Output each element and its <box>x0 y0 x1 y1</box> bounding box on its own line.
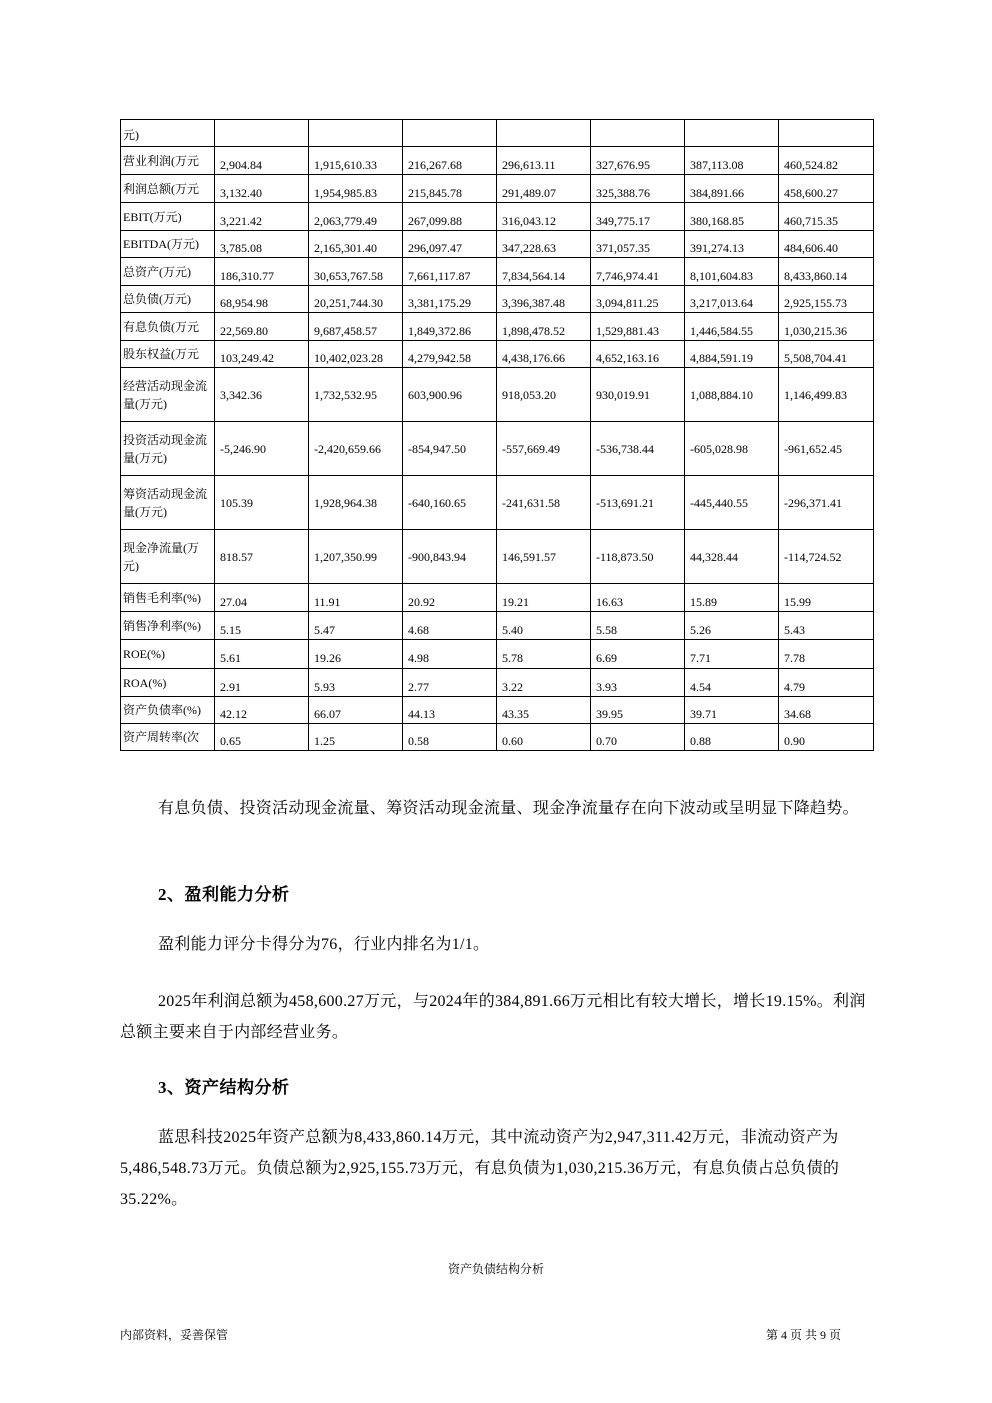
table-cell: 4.98 <box>403 640 497 669</box>
table-row <box>121 724 874 751</box>
table-cell: 5.58 <box>591 612 685 640</box>
table-row <box>121 368 874 422</box>
row-label: 利润总额(万元 <box>121 175 215 203</box>
table-cell: 4,884,591.19 <box>685 341 779 368</box>
table-row <box>121 476 874 530</box>
table-cell: -513,691.21 <box>591 476 685 530</box>
table-cell <box>215 120 309 147</box>
row-label: 筹资活动现金流量(万元) <box>121 476 215 530</box>
table-cell: 267,099.88 <box>403 203 497 231</box>
table-cell: 0.60 <box>497 724 591 751</box>
financial-table-body <box>121 120 874 751</box>
table-cell: 10,402,023.28 <box>309 341 403 368</box>
table-cell: 44,328.44 <box>685 530 779 584</box>
table-cell: 384,891.66 <box>685 175 779 203</box>
table-row <box>121 203 874 231</box>
table-cell: 8,433,860.14 <box>779 258 874 286</box>
table-cell: 30,653,767.58 <box>309 258 403 286</box>
table-cell <box>497 120 591 147</box>
table-cell: 1,030,215.36 <box>779 313 874 341</box>
table-row <box>121 530 874 584</box>
row-label: 总负债(万元) <box>121 286 215 313</box>
table-cell: 484,606.40 <box>779 231 874 258</box>
row-label: 有息负债(万元 <box>121 313 215 341</box>
table-row <box>121 584 874 612</box>
financial-table <box>120 119 874 751</box>
footer-confidential-note: 内部资料，妥善保管 <box>120 1328 229 1342</box>
table-cell: 1,446,584.55 <box>685 313 779 341</box>
table-cell: 1,529,881.43 <box>591 313 685 341</box>
table-row <box>121 120 874 147</box>
table-cell: 68,954.98 <box>215 286 309 313</box>
table-cell: 3,381,175.29 <box>403 286 497 313</box>
table-cell: 327,676.95 <box>591 147 685 175</box>
table-row <box>121 231 874 258</box>
row-label: 资产周转率(次 <box>121 724 215 751</box>
table-cell: 27.04 <box>215 584 309 612</box>
table-cell: 380,168.85 <box>685 203 779 231</box>
table-cell: 7.71 <box>685 640 779 669</box>
table-cell: 1.25 <box>309 724 403 751</box>
table-cell: 1,915,610.33 <box>309 147 403 175</box>
table-row <box>121 669 874 697</box>
row-label: EBIT(万元) <box>121 203 215 231</box>
table-cell <box>591 120 685 147</box>
row-label: 经营活动现金流量(万元) <box>121 368 215 422</box>
profitability-score-text: 盈利能力评分卡得分为76，行业内排名为1/1。 <box>158 936 490 953</box>
footer-page-number: 第 4 页 共 9 页 <box>766 1328 842 1342</box>
table-cell: 1,088,884.10 <box>685 368 779 422</box>
table-cell: 3,221.42 <box>215 203 309 231</box>
profit-text: 2025年利润总额为458,600.27万元，与2024年的384,891.66万元相比有较大增长，增长19.15%。利润总额主要来自于内部经营业务。 <box>120 993 866 1041</box>
table-cell: 2,165,301.40 <box>309 231 403 258</box>
trend-text: 有息负债、投资活动现金流量、筹资活动现金流量、现金净流量存在向下波动或呈明显下降趋势。 <box>158 800 859 817</box>
table-cell: 7.78 <box>779 640 874 669</box>
table-cell: -118,873.50 <box>591 530 685 584</box>
table-cell <box>779 120 874 147</box>
table-cell: 316,043.12 <box>497 203 591 231</box>
table-cell: 1,732,532.95 <box>309 368 403 422</box>
table-cell: 5.47 <box>309 612 403 640</box>
row-label: 销售毛利率(%) <box>121 584 215 612</box>
table-row <box>121 313 874 341</box>
table-cell: 4.68 <box>403 612 497 640</box>
table-cell: -961,652.45 <box>779 422 874 476</box>
table-cell: 34.68 <box>779 697 874 724</box>
table-cell: 291,489.07 <box>497 175 591 203</box>
table-cell: 2,904.84 <box>215 147 309 175</box>
trend-paragraph <box>120 793 880 824</box>
table-cell: 347,228.63 <box>497 231 591 258</box>
table-cell: 4.79 <box>779 669 874 697</box>
table-cell: 39.95 <box>591 697 685 724</box>
table-row <box>121 341 874 368</box>
table-cell: 6.69 <box>591 640 685 669</box>
table-cell: 1,849,372.86 <box>403 313 497 341</box>
table-cell: 2.91 <box>215 669 309 697</box>
table-cell: 9,687,458.57 <box>309 313 403 341</box>
table-cell: 66.07 <box>309 697 403 724</box>
table-cell: 20.92 <box>403 584 497 612</box>
table-cell: 146,591.57 <box>497 530 591 584</box>
table-cell: 7,746,974.41 <box>591 258 685 286</box>
table-cell: 42.12 <box>215 697 309 724</box>
row-label: 总资产(万元) <box>121 258 215 286</box>
table-cell: -241,631.58 <box>497 476 591 530</box>
table-cell: 387,113.08 <box>685 147 779 175</box>
table-cell: 3.93 <box>591 669 685 697</box>
table-cell: 15.89 <box>685 584 779 612</box>
table-row <box>121 640 874 669</box>
chart-caption: 资产负债结构分析 <box>447 1262 544 1276</box>
table-cell: 3,396,387.48 <box>497 286 591 313</box>
table-cell: 4,279,942.58 <box>403 341 497 368</box>
table-cell: 371,057.35 <box>591 231 685 258</box>
table-cell: 3,132.40 <box>215 175 309 203</box>
table-cell: -2,420,659.66 <box>309 422 403 476</box>
table-cell: 39.71 <box>685 697 779 724</box>
row-label: ROA(%) <box>121 669 215 697</box>
table-cell: 15.99 <box>779 584 874 612</box>
table-cell: 460,524.82 <box>779 147 874 175</box>
table-cell: 5.61 <box>215 640 309 669</box>
table-row <box>121 422 874 476</box>
table-cell: 19.26 <box>309 640 403 669</box>
table-cell: 349,775.17 <box>591 203 685 231</box>
row-label: EBITDA(万元) <box>121 231 215 258</box>
table-cell: 44.13 <box>403 697 497 724</box>
table-row <box>121 697 874 724</box>
table-row <box>121 286 874 313</box>
table-cell: 296,097.47 <box>403 231 497 258</box>
table-cell: 216,267.68 <box>403 147 497 175</box>
profitability-score-paragraph <box>120 929 880 960</box>
table-cell: 1,146,499.83 <box>779 368 874 422</box>
table-cell: 5.26 <box>685 612 779 640</box>
table-cell: 5.78 <box>497 640 591 669</box>
table-cell: 1,954,985.83 <box>309 175 403 203</box>
table-cell: 930,019.91 <box>591 368 685 422</box>
table-row <box>121 258 874 286</box>
table-cell: -854,947.50 <box>403 422 497 476</box>
table-cell <box>403 120 497 147</box>
row-label: 元) <box>121 120 215 147</box>
table-cell: 43.35 <box>497 697 591 724</box>
table-cell: 3,094,811.25 <box>591 286 685 313</box>
table-cell: 3,342.36 <box>215 368 309 422</box>
table-cell: 215,845.78 <box>403 175 497 203</box>
table-cell: 3,217,013.64 <box>685 286 779 313</box>
table-cell: 5.40 <box>497 612 591 640</box>
table-cell: 105.39 <box>215 476 309 530</box>
profit-paragraph <box>120 986 880 1048</box>
table-cell: -900,843.94 <box>403 530 497 584</box>
table-cell: 460,715.35 <box>779 203 874 231</box>
table-row <box>121 612 874 640</box>
table-cell: 11.91 <box>309 584 403 612</box>
table-cell: -640,160.65 <box>403 476 497 530</box>
table-cell: 918,053.20 <box>497 368 591 422</box>
section-heading-asset-structure: 3、资产结构分析 <box>158 1078 290 1097</box>
table-cell: 7,834,564.14 <box>497 258 591 286</box>
table-cell: 7,661,117.87 <box>403 258 497 286</box>
table-cell: 0.58 <box>403 724 497 751</box>
table-cell: 1,207,350.99 <box>309 530 403 584</box>
table-cell: 5.93 <box>309 669 403 697</box>
table-cell: 5.43 <box>779 612 874 640</box>
row-label: 营业利润(万元 <box>121 147 215 175</box>
table-cell: 103,249.42 <box>215 341 309 368</box>
table-cell: 1,928,964.38 <box>309 476 403 530</box>
table-cell: 2,063,779.49 <box>309 203 403 231</box>
table-cell: -5,246.90 <box>215 422 309 476</box>
row-label: 现金净流量(万元) <box>121 530 215 584</box>
table-cell: 325,388.76 <box>591 175 685 203</box>
table-cell: 391,274.13 <box>685 231 779 258</box>
row-label: ROE(%) <box>121 640 215 669</box>
table-cell: 3,785.08 <box>215 231 309 258</box>
table-cell: 0.88 <box>685 724 779 751</box>
table-cell: 186,310.77 <box>215 258 309 286</box>
table-cell: 4,438,176.66 <box>497 341 591 368</box>
table-cell: -296,371.41 <box>779 476 874 530</box>
row-label: 资产负债率(%) <box>121 697 215 724</box>
table-cell: 0.90 <box>779 724 874 751</box>
row-label: 投资活动现金流量(万元) <box>121 422 215 476</box>
table-cell: 4,652,163.16 <box>591 341 685 368</box>
table-cell: 5,508,704.41 <box>779 341 874 368</box>
table-cell: 8,101,604.83 <box>685 258 779 286</box>
asset-structure-text: 蓝思科技2025年资产总额为8,433,860.14万元，其中流动资产为2,947,311.42万元，非流动资产为5,486,548.73万元。负债总额为2,925,155.73万元，有息负债为1,030,215.36万元，有息负债占总负债的35.22%。 <box>120 1129 840 1208</box>
table-cell: 16.63 <box>591 584 685 612</box>
table-cell: 22,569.80 <box>215 313 309 341</box>
table-cell: 603,900.96 <box>403 368 497 422</box>
table-cell: 2,925,155.73 <box>779 286 874 313</box>
table-cell: -536,738.44 <box>591 422 685 476</box>
table-cell: 0.70 <box>591 724 685 751</box>
table-cell: -445,440.55 <box>685 476 779 530</box>
table-cell: 818.57 <box>215 530 309 584</box>
table-cell: -557,669.49 <box>497 422 591 476</box>
table-cell: 2.77 <box>403 669 497 697</box>
table-cell <box>309 120 403 147</box>
table-cell: 4.54 <box>685 669 779 697</box>
section-heading-profitability: 2、盈利能力分析 <box>158 885 290 904</box>
table-cell: 458,600.27 <box>779 175 874 203</box>
table-row <box>121 147 874 175</box>
table-cell <box>685 120 779 147</box>
table-cell: -605,028.98 <box>685 422 779 476</box>
row-label: 股东权益(万元 <box>121 341 215 368</box>
table-cell: 19.21 <box>497 584 591 612</box>
table-row <box>121 175 874 203</box>
table-cell: 1,898,478.52 <box>497 313 591 341</box>
table-cell: 5.15 <box>215 612 309 640</box>
table-cell: 0.65 <box>215 724 309 751</box>
table-cell: 20,251,744.30 <box>309 286 403 313</box>
row-label: 销售净利率(%) <box>121 612 215 640</box>
table-cell: -114,724.52 <box>779 530 874 584</box>
table-cell: 296,613.11 <box>497 147 591 175</box>
table-cell: 3.22 <box>497 669 591 697</box>
asset-structure-paragraph <box>120 1122 880 1215</box>
